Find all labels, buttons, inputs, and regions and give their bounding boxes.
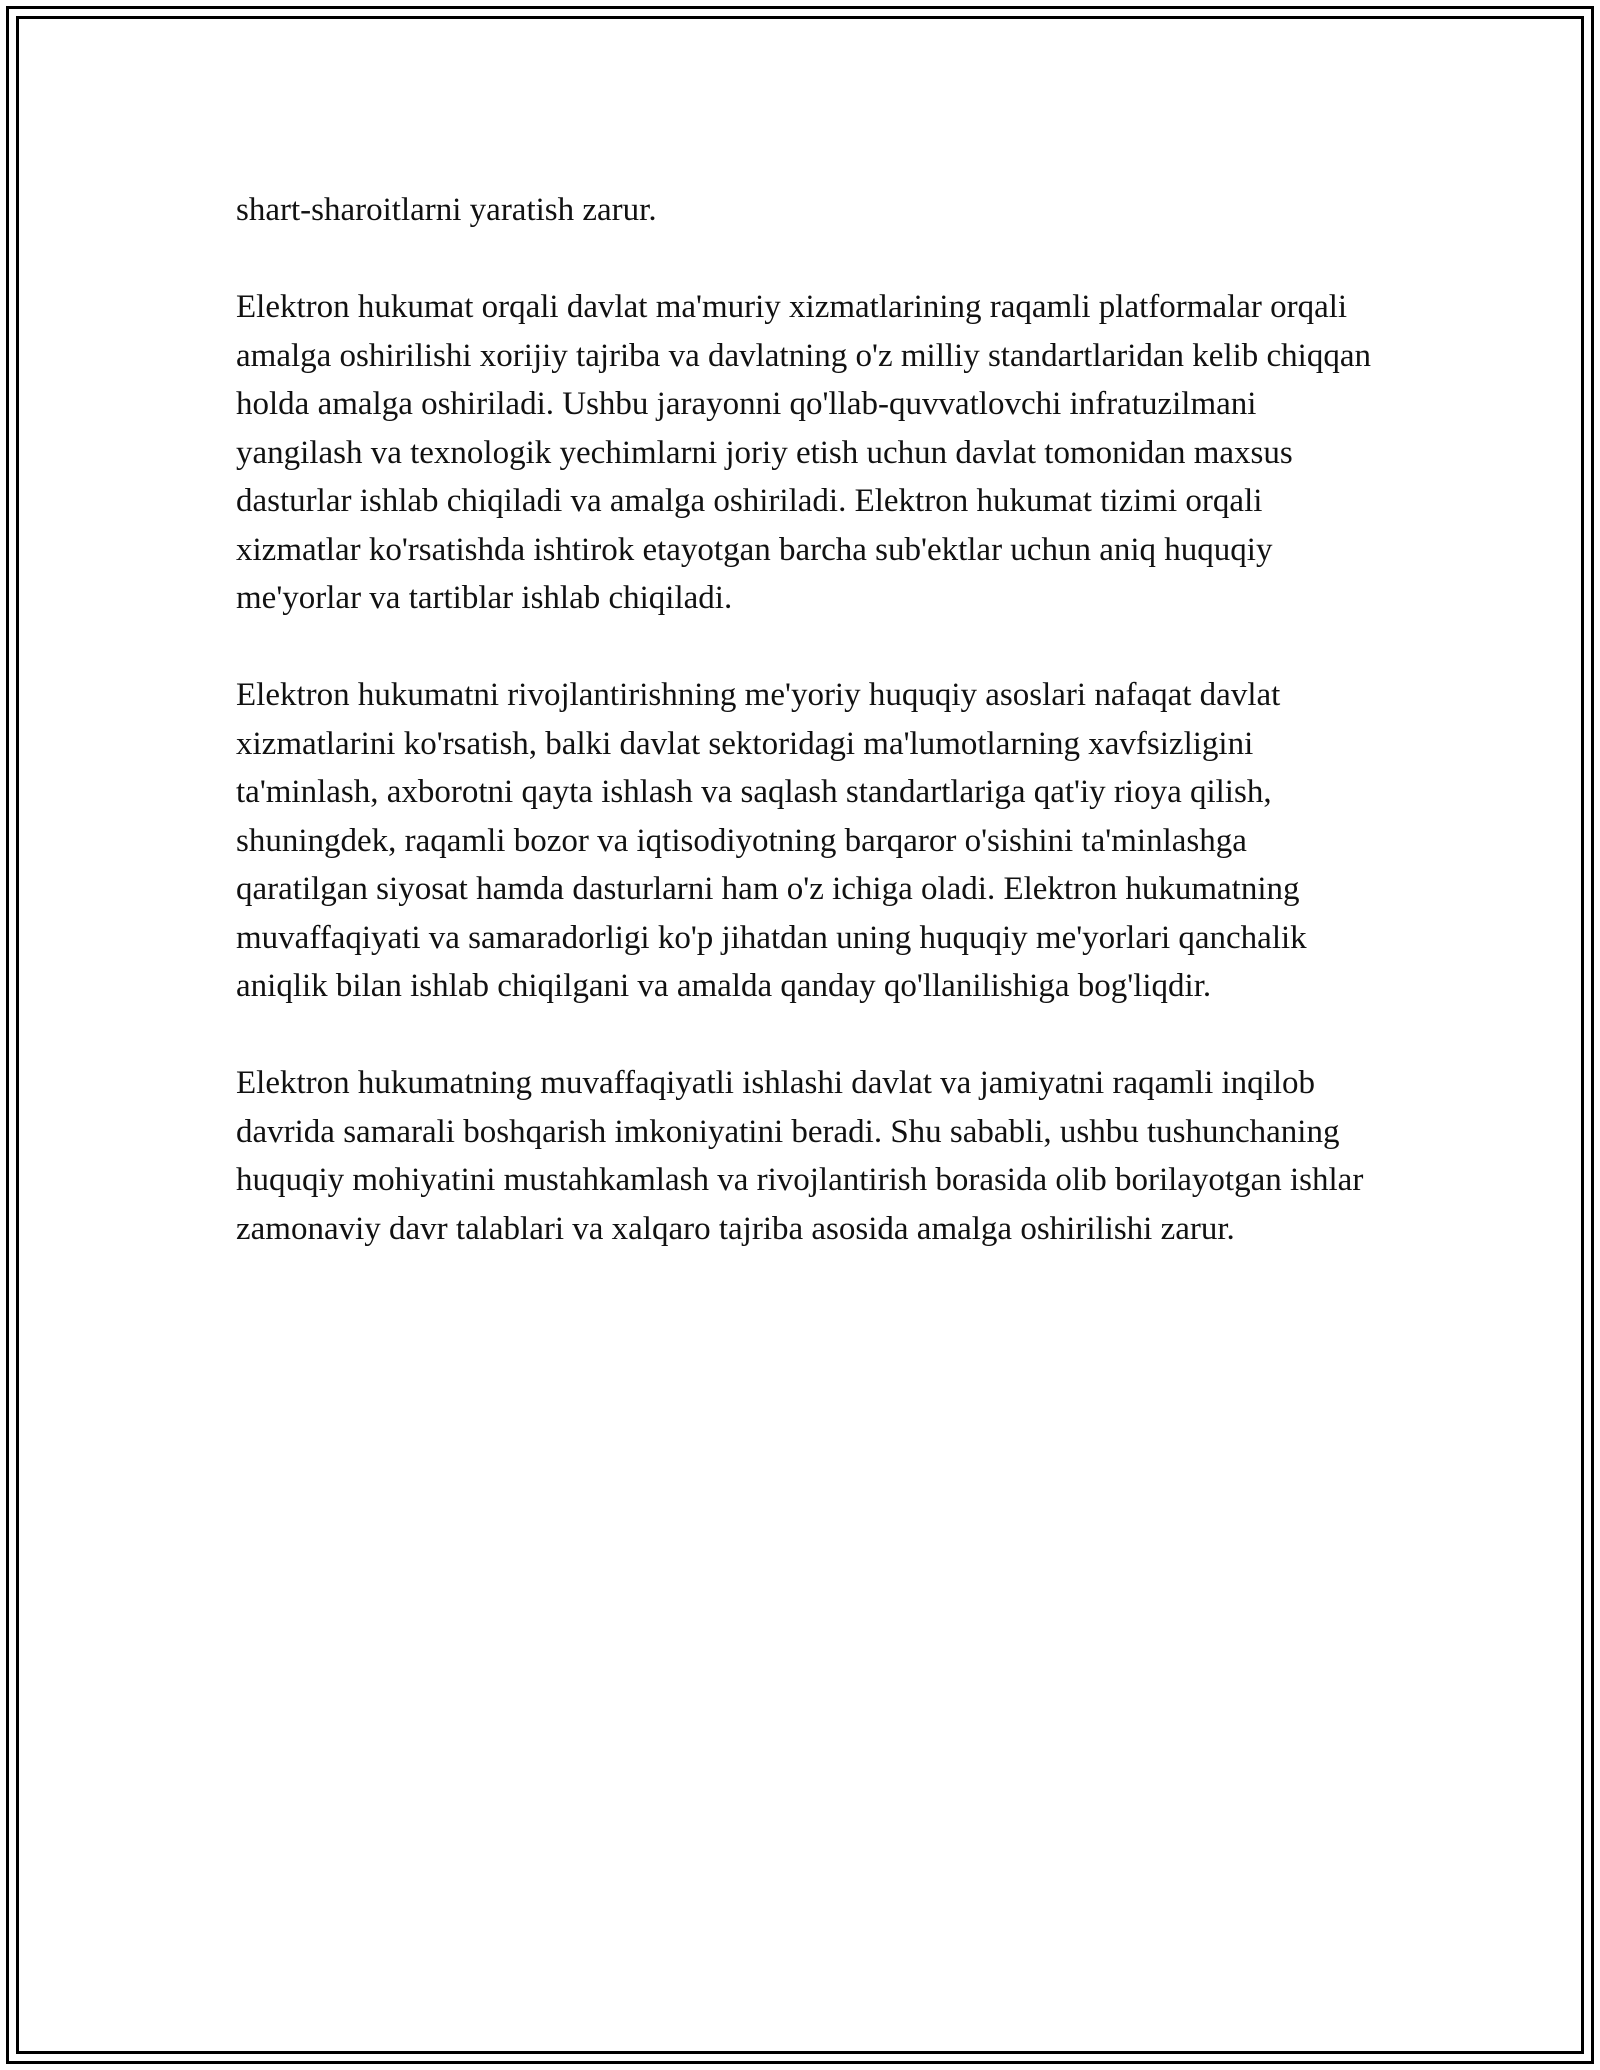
document-body <box>236 186 1386 1302</box>
paragraph-2: Elektron hukumat orqali davlat ma'muriy xizmatlarining raqamli platformalar orqali amalga oshirilishi xorijiy tajriba va davlatning o'z milliy standartlaridan kelib chiqqan holda amalga oshiriladi. Ushbu jarayonni qo'llab-quvvatlovchi infratuzilmani yangilash va texnologik yechimlarni joriy etish uchun davlat tomonidan maxsus dasturlar ishlab chiqiladi va amalga oshiriladi. Elektron hukumat tizimi orqali xizmatlar ko'rsatishda ishtirok etayotgan barcha sub'ektlar uchun aniq huquqiy me'yorlar va tartiblar ishlab chiqiladi. <box>236 289 1371 616</box>
paragraph-4: Elektron hukumatning muvaffaqiyatli ishlashi davlat va jamiyatni raqamli inqilob davrida samarali boshqarish imkoniyatini beradi. Shu sababli, ushbu tushunchaning huquqiy mohiyatini mustahkamlash va rivojlantirish borasida olib borilayotgan ishlar zamonaviy davr talablari va xalqaro tajriba asosida amalga oshirilishi zarur. <box>236 1065 1364 1247</box>
paragraph-3: Elektron hukumatni rivojlantirishning me'yoriy huquqiy asoslari nafaqat davlat xizmatlarini ko'rsatish, balki davlat sektoridagi ma'lumotlarning xavfsizligini ta'minlash, axborotni qayta ishlash va saqlash standartlariga qat'iy rioya qilish, shuningdek, raqamli bozor va iqtisodiyotning barqaror o'sishini ta'minlashga qaratilgan siyosat hamda dasturlarni ham o'z ichiga oladi. Elektron hukumatning muvaffaqiyati va samaradorligi ko'p jihatdan uning huquqiy me'yorlari qanchalik aniqlik bilan ishlab chiqilgani va amalda qanday qo'llanilishiga bog'liqdir. <box>236 677 1307 1004</box>
paragraph-1: shart-sharoitlarni yaratish zarur. <box>236 192 657 228</box>
